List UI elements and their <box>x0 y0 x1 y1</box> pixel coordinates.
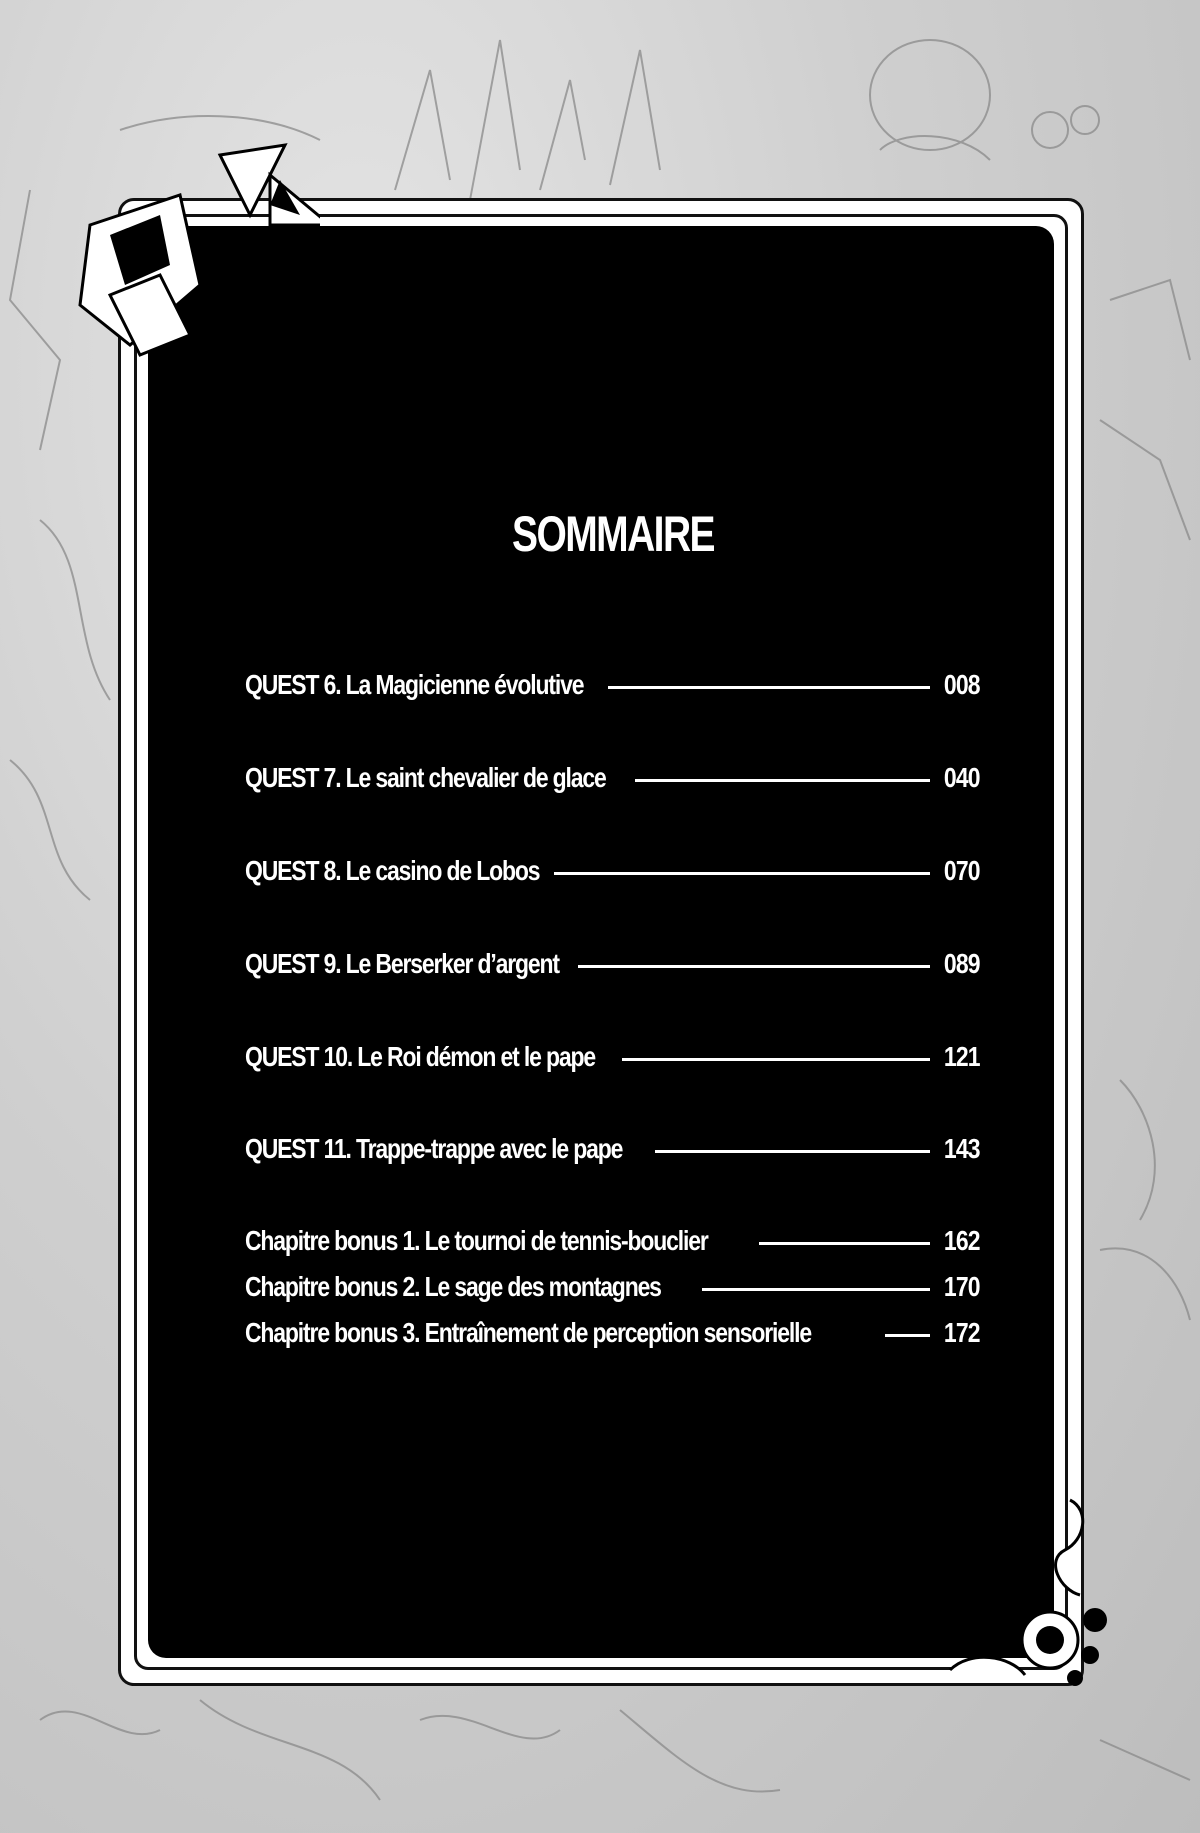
toc-entry-page: 008 <box>944 669 980 700</box>
toc-entry-page: 070 <box>944 855 980 886</box>
toc-leader-line <box>608 686 931 689</box>
page-title: SOMMAIRE <box>511 506 715 562</box>
toc-leader-line <box>759 1242 930 1245</box>
toc-entry-page: 172 <box>944 1317 980 1348</box>
toc-entry <box>245 1221 980 1261</box>
toc-entry-label: Chapitre bonus 1. Le tournoi de tennis-bouclier <box>245 1225 708 1256</box>
toc-entry <box>245 1037 980 1077</box>
toc-leader-line <box>702 1288 930 1291</box>
toc-entry-label: Chapitre bonus 3. Entraînement de perception sensorielle <box>245 1317 811 1348</box>
toc-entry <box>245 665 980 705</box>
toc-entry-label: QUEST 7. Le saint chevalier de glace <box>245 762 606 793</box>
toc-leader-line <box>655 1150 930 1153</box>
toc-entry <box>245 758 980 798</box>
toc-entry-page: 162 <box>944 1225 980 1256</box>
toc-entry-page: 089 <box>944 948 980 979</box>
top-left-ornament <box>70 135 320 365</box>
toc-leader-line <box>578 965 930 968</box>
toc-entry <box>245 851 980 891</box>
toc-leader-line <box>885 1334 930 1337</box>
toc-leader-line <box>554 872 930 875</box>
toc-entry <box>245 944 980 984</box>
toc-entry <box>245 1313 980 1353</box>
toc-entry-label: QUEST 10. Le Roi démon et le pape <box>245 1041 595 1072</box>
toc-entry-label: QUEST 8. Le casino de Lobos <box>245 855 540 886</box>
toc-entry-label: Chapitre bonus 2. Le sage des montagnes <box>245 1271 661 1302</box>
toc-entry <box>245 1267 980 1307</box>
toc-panel <box>148 226 1054 1658</box>
toc-entry <box>245 1129 980 1169</box>
toc-entry-page: 121 <box>944 1041 980 1072</box>
toc-entry-page: 143 <box>944 1133 980 1164</box>
toc-entry-label: QUEST 11. Trappe-trappe avec le pape <box>245 1133 623 1164</box>
bottom-right-ornament <box>930 1480 1130 1700</box>
toc-entry-page: 040 <box>944 762 980 793</box>
toc-entry-page: 170 <box>944 1271 980 1302</box>
toc-leader-line <box>622 1058 930 1061</box>
toc-entry-label: QUEST 6. La Magicienne évolutive <box>245 669 584 700</box>
toc-entry-label: QUEST 9. Le Berserker d’argent <box>245 948 559 979</box>
toc-leader-line <box>635 779 930 782</box>
